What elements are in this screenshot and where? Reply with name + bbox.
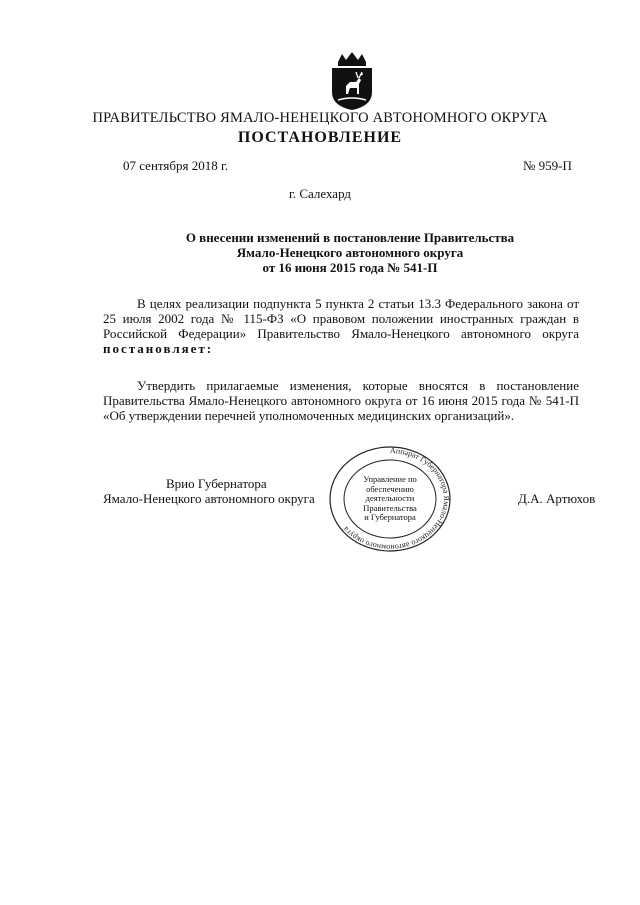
paragraph-1-text: В целях реализации подпункта 5 пункта 2 статьи 13.3 Федерального закона от 25 июля 2002 года № 115-ФЗ «О правовом положении иностранных граждан в Российской Федерации» Правительство Ямало-Ненецкого автономного округа: [103, 296, 579, 341]
stamp-text: [328, 445, 452, 553]
signatory-position-2: Ямало-Ненецкого автономного округа: [103, 491, 315, 506]
paragraph-2-text: Утвердить прилагаемые изменения, которые вносятся в постановление Правительства Ямало-Ненецкого автономного округа от 16 июня 2015 года № 541-П «Об утверждении перечней уполномоченных медицинских организаций».: [103, 378, 579, 423]
document-subject: [140, 230, 560, 275]
government-title: ПРАВИТЕЛЬСТВО ЯМАЛО-НЕНЕЦКОГО АВТОНОМНОГО ОКРУГА: [92, 110, 548, 126]
paragraph-1: [103, 296, 579, 356]
subject-line-1: О внесении изменений в постановление Правительства: [185, 230, 515, 245]
stamp-line-4: Правительства: [363, 502, 417, 513]
city: г. Салехард: [288, 186, 352, 201]
subject-line-3: от 16 июня 2015 года № 541-П: [262, 260, 438, 275]
subject-line-2: Ямало-Ненецкого автономного округа: [236, 245, 464, 260]
stamp-line-5: и Губернатора: [364, 512, 416, 523]
signatory-position-1: Врио Губернатора: [166, 476, 267, 491]
coat-of-arms-icon: [328, 50, 376, 112]
signatory-name: Д.А. Артюхов: [518, 491, 596, 506]
document-date: 07 сентября 2018 г.: [123, 158, 229, 173]
document-number: № 959-П: [523, 158, 572, 173]
stamp-ring-text: Аппарат Губернатора Ямало-Ненецкого автономного округа: [341, 445, 451, 553]
paragraph-2: [103, 378, 579, 423]
document-type: ПОСТАНОВЛЕНИЕ: [237, 129, 403, 146]
stamp-line-1: Управление по: [363, 474, 417, 485]
stamp-line-3: деятельности: [365, 493, 415, 504]
stamp-line-2: обеспечению: [366, 483, 414, 494]
resolution-word: постановляет:: [103, 341, 214, 356]
